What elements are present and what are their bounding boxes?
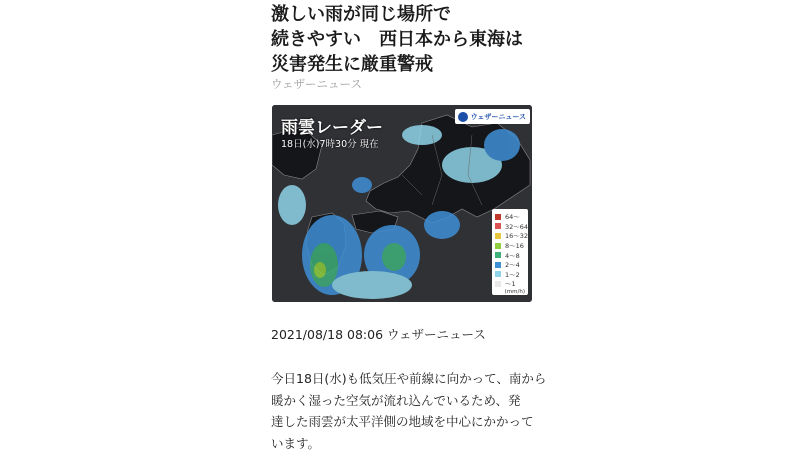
legend-label: ～1: [505, 279, 516, 288]
brand-name: ウェザーニュース: [471, 112, 526, 122]
legend-item: [495, 250, 525, 260]
legend-swatch: [495, 214, 501, 220]
headline: [271, 2, 533, 77]
legend-label: 8～16: [505, 241, 524, 250]
rain-legend: [492, 209, 528, 295]
rain-radar-image[interactable]: [272, 105, 532, 302]
body-line: 達した雨雲が太平洋側の地域を中心にかかって: [271, 411, 533, 433]
brand-badge: [455, 109, 530, 124]
headline-line: 災害発生に厳重警戒: [271, 52, 533, 77]
weathernews-logo-icon: [458, 112, 468, 122]
legend-swatch: [495, 223, 501, 229]
headline-line: 激しい雨が同じ場所で: [271, 2, 533, 27]
headline-line: 続きやすい 西日本から東海は: [271, 27, 533, 52]
legend-swatch: [495, 271, 501, 277]
legend-swatch: [495, 243, 501, 249]
legend-label: 64～: [505, 212, 520, 221]
legend-label: 4～8: [505, 251, 520, 260]
radar-title: 雨雲レーダー: [281, 113, 383, 138]
legend-swatch: [495, 233, 501, 239]
legend-swatch: [495, 281, 501, 287]
legend-item: [495, 270, 525, 280]
legend-item: [495, 279, 525, 289]
legend-label: 1～2: [505, 270, 520, 279]
legend-label: 2～4: [505, 260, 520, 269]
legend-item: [495, 231, 525, 241]
article-body: [271, 368, 533, 454]
legend-item: [495, 212, 525, 222]
radar-timestamp: 18日(水)7時30分 現在: [281, 136, 379, 150]
legend-item: [495, 222, 525, 232]
body-line: います。: [271, 433, 533, 454]
article-source[interactable]: ウェザーニュース: [271, 76, 362, 92]
legend-swatch: [495, 262, 501, 268]
body-line: 暖かく湿った空気が流れ込んでいるため、発: [271, 390, 533, 412]
body-line: 今日18日(水)も低気圧や前線に向かって、南から: [271, 368, 533, 390]
legend-label: 32～64: [505, 222, 528, 231]
legend-swatch: [495, 252, 501, 258]
legend-item: [495, 260, 525, 270]
legend-unit: (mm/h): [495, 289, 525, 295]
article-meta: 2021/08/18 08:06 ウェザーニュース: [271, 325, 486, 343]
legend-label: 16～32: [505, 231, 528, 240]
legend-item: [495, 241, 525, 251]
